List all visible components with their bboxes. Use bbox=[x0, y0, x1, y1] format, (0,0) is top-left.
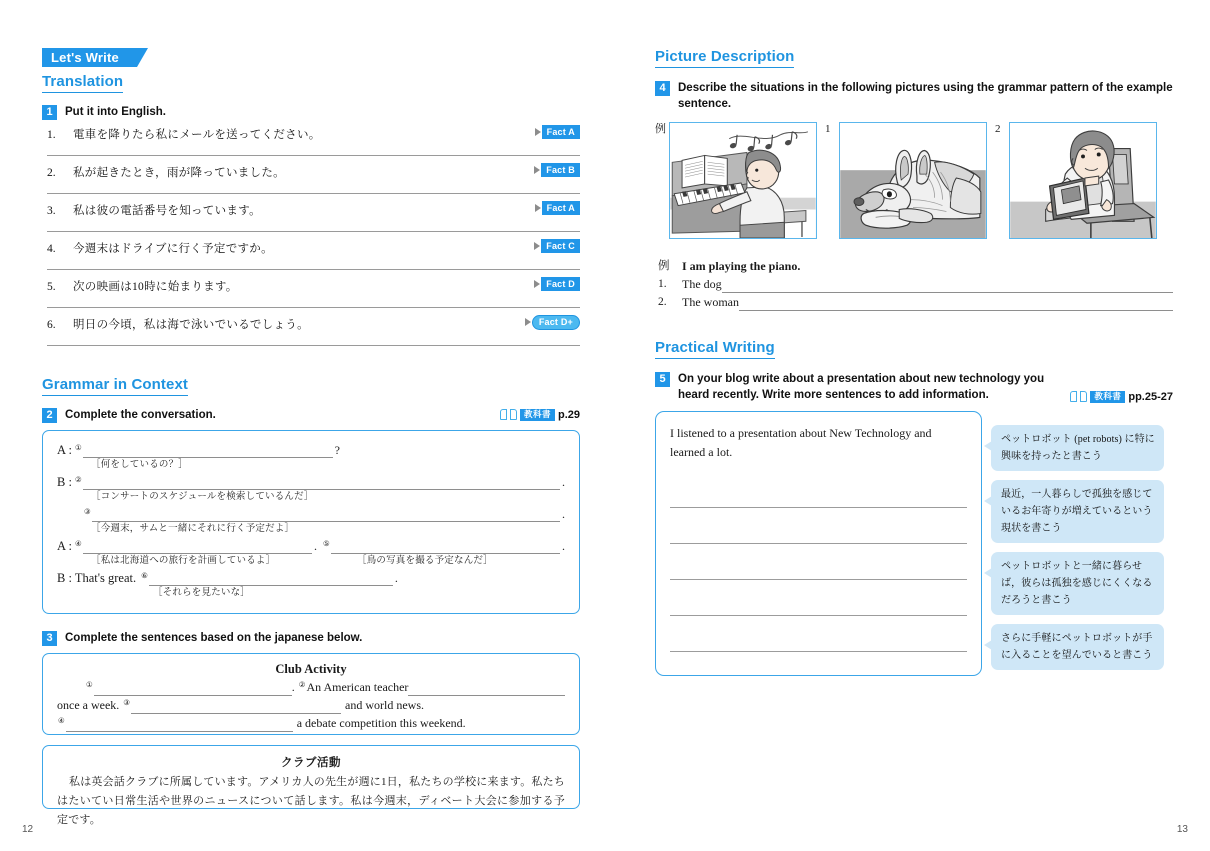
open-book-icon bbox=[500, 409, 517, 421]
item-number: 1. bbox=[47, 129, 56, 141]
static-text: a debate competition this weekend. bbox=[296, 716, 466, 730]
translation-item[interactable] bbox=[42, 126, 580, 164]
blank-number: ⑥ bbox=[141, 571, 148, 580]
picture-dog-lying-down bbox=[839, 122, 987, 239]
answer-blank[interactable] bbox=[83, 443, 333, 458]
task-4-header bbox=[655, 80, 1173, 112]
japanese-passage-box bbox=[42, 745, 580, 826]
japanese-passage-body: 私は英会話クラブに所属しています。アメリカ人の先生が週に1日，私たちの学校に来ます。私たちはたいてい日常生活や世界のニュースについて話します。私は今週末，ディベート大会に参加する予定です。 bbox=[57, 776, 565, 826]
textbook-reference[interactable] bbox=[1070, 391, 1173, 404]
task-instruction-5: On your blog write about a presentation about new technology you heard recently. Write more sentences to add information. bbox=[678, 373, 1045, 401]
answer-item[interactable] bbox=[655, 275, 1173, 293]
triangle-icon bbox=[534, 166, 540, 174]
practical-writing-section bbox=[655, 339, 1173, 676]
speaker-label: B : bbox=[57, 475, 72, 489]
picture-item bbox=[655, 122, 817, 239]
answer-prefix: The dog bbox=[682, 277, 722, 291]
textbook-label: 教科書 bbox=[1090, 391, 1125, 404]
japanese-hint: ［それらを見たいな］ bbox=[153, 588, 251, 598]
writing-line[interactable] bbox=[670, 472, 967, 508]
japanese-passage-title: クラブ活動 bbox=[281, 757, 341, 769]
picture-label: 2 bbox=[995, 123, 1001, 135]
answer-line[interactable] bbox=[47, 193, 580, 194]
answer-number: 例 bbox=[658, 260, 670, 272]
picture-label: 例 bbox=[655, 123, 666, 135]
right-page bbox=[655, 48, 1173, 676]
writing-line[interactable] bbox=[670, 508, 967, 544]
blank-number: ① bbox=[86, 680, 93, 689]
fact-label: Fact D+ bbox=[532, 315, 580, 330]
end-punctuation: . bbox=[313, 539, 317, 553]
task-number-2: 2 bbox=[42, 408, 57, 423]
picture-label: 1 bbox=[825, 123, 831, 135]
translation-item[interactable] bbox=[42, 316, 580, 354]
textbook-label: 教科書 bbox=[520, 409, 555, 422]
section-heading-practical-writing: Practical Writing bbox=[655, 339, 775, 359]
writing-line[interactable] bbox=[670, 616, 967, 652]
fact-badge[interactable] bbox=[535, 125, 580, 139]
answer-blank[interactable] bbox=[92, 507, 560, 522]
item-japanese: 私が起きたとき，雨が降っていました。 bbox=[73, 167, 285, 179]
task-instruction-1: Put it into English. bbox=[65, 106, 166, 118]
answer-prefix: The woman bbox=[682, 295, 739, 309]
japanese-hint: ［私は北海道への旅行を計画しているよ］ bbox=[91, 556, 276, 566]
blank-number: ④ bbox=[58, 716, 65, 725]
answer-blank[interactable] bbox=[131, 699, 341, 714]
open-book-icon bbox=[1070, 391, 1087, 403]
hint-bubble: ペットロボット (pet robots) に特に興味を持ったと書こう bbox=[991, 425, 1164, 471]
end-punctuation: . bbox=[562, 539, 565, 553]
example-sentence: I am playing the piano. bbox=[682, 259, 801, 273]
club-activity-title: Club Activity bbox=[275, 662, 347, 676]
fact-label: Fact D bbox=[541, 277, 580, 291]
speaker-label: A : bbox=[57, 443, 72, 457]
answer-blank[interactable] bbox=[739, 295, 1173, 311]
speaker-label: A : bbox=[57, 539, 72, 553]
page-number-right: 13 bbox=[1176, 824, 1188, 835]
section-heading-picture-description: Picture Description bbox=[655, 48, 794, 68]
blank-number: ② bbox=[298, 680, 306, 689]
blank-number: ② bbox=[74, 475, 82, 484]
translation-item[interactable] bbox=[42, 202, 580, 240]
answer-blank[interactable] bbox=[83, 475, 560, 490]
answer-line[interactable] bbox=[47, 307, 580, 308]
hint-bubble: さらに手軽にペットロボットが手に入ることを望んでいると書こう bbox=[991, 624, 1164, 670]
task-number-5: 5 bbox=[655, 372, 670, 387]
answer-number: 1. bbox=[658, 278, 667, 290]
section-heading-grammar: Grammar in Context bbox=[42, 376, 188, 396]
answer-line[interactable] bbox=[47, 231, 580, 232]
answer-item bbox=[655, 257, 1173, 275]
left-page bbox=[42, 48, 580, 826]
triangle-icon bbox=[534, 280, 540, 288]
section-heading-translation: Translation bbox=[42, 73, 123, 93]
grammar-section bbox=[42, 376, 580, 614]
task-instruction-2: Complete the conversation. bbox=[65, 409, 216, 421]
end-punctuation: . bbox=[562, 475, 565, 489]
answer-item[interactable] bbox=[655, 293, 1173, 311]
item-number: 5. bbox=[47, 281, 56, 293]
blog-text-box[interactable] bbox=[655, 411, 982, 676]
static-text: once a week. bbox=[57, 698, 123, 712]
club-activity-box bbox=[42, 653, 580, 735]
sentences-section bbox=[42, 630, 580, 826]
translation-item[interactable] bbox=[42, 164, 580, 202]
blank-number: ④ bbox=[74, 539, 82, 548]
translation-item[interactable] bbox=[42, 240, 580, 278]
blank-number: ① bbox=[74, 443, 82, 452]
fact-label: Fact A bbox=[542, 201, 580, 215]
blank-number: ③ bbox=[84, 507, 91, 516]
item-japanese: 私は彼の電話番号を知っています。 bbox=[73, 205, 261, 217]
picture-item bbox=[825, 122, 987, 239]
triangle-icon bbox=[525, 318, 531, 326]
writing-line[interactable] bbox=[670, 580, 967, 616]
answer-blank[interactable] bbox=[331, 539, 560, 554]
textbook-reference[interactable] bbox=[500, 409, 580, 422]
fact-label: Fact C bbox=[541, 239, 580, 253]
task-number-4: 4 bbox=[655, 81, 670, 96]
hint-bubble-list bbox=[991, 411, 1164, 670]
blank-number: ③ bbox=[123, 698, 131, 707]
task-number-3: 3 bbox=[42, 631, 57, 646]
task-instruction-4: Describe the situations in the following pictures using the grammar pattern of the example sentence. bbox=[678, 82, 1173, 110]
item-japanese: 明日の今頃，私は海で泳いでいるでしょう。 bbox=[73, 319, 309, 331]
hint-bubble: 最近，一人暮らしで孤独を感じているお年寄りが増えているという現状を書こう bbox=[991, 480, 1164, 543]
task-instruction-3: Complete the sentences based on the japanese below. bbox=[65, 632, 363, 644]
task-1-header bbox=[42, 104, 580, 120]
answer-list bbox=[655, 257, 1173, 311]
hint-bubble: ペットロボットと一緒に暮らせば，彼らは孤独を感じにくくなるだろうと書こう bbox=[991, 552, 1164, 615]
japanese-hint: ［何をしているの？］ bbox=[91, 460, 189, 470]
item-japanese: 電車を降りたら私にメールを送ってください。 bbox=[73, 129, 321, 141]
translation-item[interactable] bbox=[42, 278, 580, 316]
static-text: An American teacher bbox=[306, 680, 409, 694]
answer-line[interactable] bbox=[47, 269, 580, 270]
picture-item bbox=[995, 122, 1157, 239]
translation-list bbox=[42, 126, 580, 354]
item-number: 2. bbox=[47, 167, 56, 179]
japanese-hint: ［今週末，サムと一緒にそれに行く予定だよ］ bbox=[91, 524, 295, 534]
blog-writing-area bbox=[655, 411, 1173, 676]
static-text: and world news. bbox=[345, 698, 425, 712]
answer-number: 2. bbox=[658, 296, 667, 308]
triangle-icon bbox=[534, 242, 540, 250]
answer-line[interactable] bbox=[47, 345, 580, 346]
fact-badge[interactable] bbox=[534, 239, 580, 253]
answer-blank[interactable] bbox=[149, 571, 393, 586]
item-number: 6. bbox=[47, 319, 56, 331]
fact-label: Fact B bbox=[541, 163, 580, 177]
item-number: 4. bbox=[47, 243, 56, 255]
picture-woman-reading-book bbox=[1009, 122, 1157, 239]
fact-badge[interactable] bbox=[535, 201, 580, 215]
item-number: 3. bbox=[47, 205, 56, 217]
picture-row bbox=[655, 122, 1173, 239]
fact-label: Fact A bbox=[542, 125, 580, 139]
answer-blank[interactable] bbox=[408, 681, 565, 696]
task-3-header bbox=[42, 630, 580, 646]
task-number-1: 1 bbox=[42, 105, 57, 120]
textbook-page: p.29 bbox=[557, 409, 580, 421]
end-punctuation: . bbox=[562, 507, 565, 521]
end-punctuation: . bbox=[394, 571, 398, 585]
japanese-hint: ［鳥の写真を撮る予定なんだ］ bbox=[357, 556, 493, 566]
page-number-left: 12 bbox=[22, 824, 34, 835]
end-punctuation: ? bbox=[334, 443, 340, 457]
picture-boy-playing-piano bbox=[669, 122, 817, 239]
triangle-icon bbox=[535, 204, 541, 212]
blog-seed-text: I listened to a presentation about New Technology and learned a lot. bbox=[670, 426, 932, 459]
fact-badge[interactable] bbox=[534, 163, 580, 177]
answer-line[interactable] bbox=[47, 155, 580, 156]
item-japanese: 次の映画は10時に始まります。 bbox=[73, 281, 238, 293]
writing-line[interactable] bbox=[670, 544, 967, 580]
blank-number: ⑤ bbox=[322, 539, 330, 548]
textbook-page: pp.25-27 bbox=[1128, 390, 1173, 403]
answer-blank[interactable] bbox=[722, 277, 1173, 293]
task-2-header bbox=[42, 407, 216, 423]
item-japanese: 今週末はドライブに行く予定ですか。 bbox=[73, 243, 273, 255]
lets-write-banner: Let's Write bbox=[42, 48, 137, 67]
triangle-icon bbox=[535, 128, 541, 136]
answer-blank[interactable] bbox=[83, 539, 312, 554]
fact-badge[interactable] bbox=[525, 315, 580, 330]
japanese-hint: ［コンサートのスケジュールを検索しているんだ］ bbox=[91, 492, 314, 502]
static-text: . bbox=[291, 680, 298, 694]
speaker-label: B : That's great. bbox=[57, 571, 137, 585]
answer-blank[interactable] bbox=[66, 717, 293, 732]
fact-badge[interactable] bbox=[534, 277, 580, 291]
conversation-box bbox=[42, 430, 580, 614]
